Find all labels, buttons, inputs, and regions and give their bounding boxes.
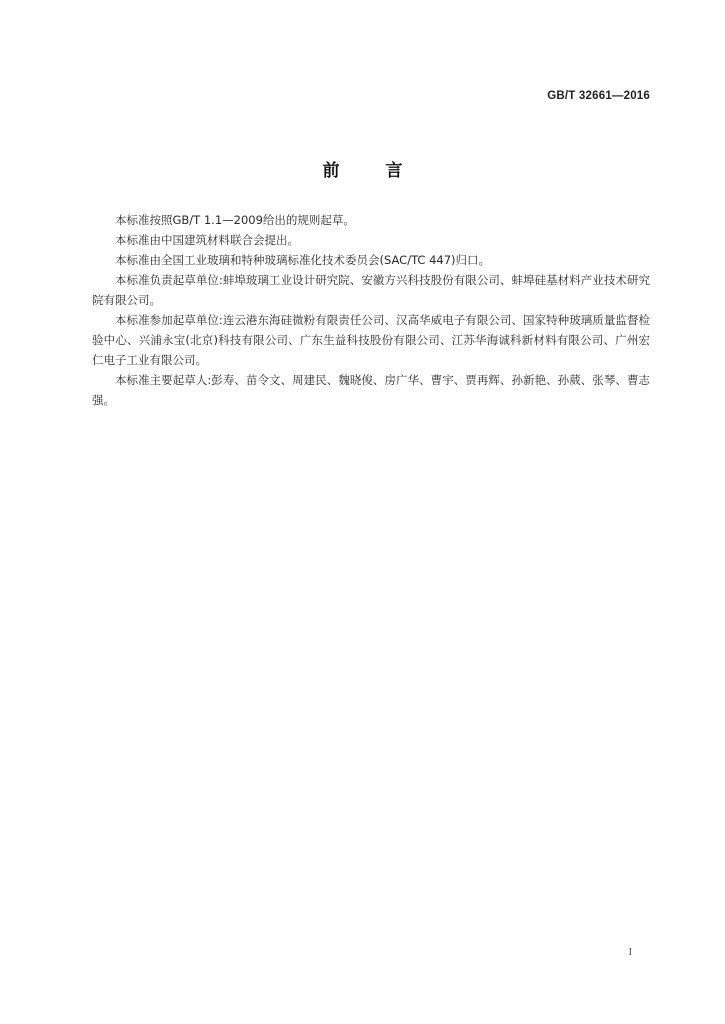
page-title: 前言	[322, 161, 449, 181]
page-number: I	[628, 947, 632, 958]
paragraph-main-authors: 本标准主要起草人:彭寿、苗令文、周建民、魏晓俊、房广华、曹宇、贾再辉、孙新艳、孙葳、张琴、曹志强。	[92, 373, 650, 407]
paragraph-proposer: 本标准由中国建筑材料联合会提出。	[115, 233, 299, 247]
standard-number: GB/T 32661—2016	[547, 90, 650, 102]
paragraph-drafting-rules: 本标准按照GB/T 1.1—2009给出的规则起草。	[115, 213, 355, 227]
foreword-body	[92, 210, 650, 410]
paragraph-lead-drafters: 本标准负责起草单位:蚌埠玻璃工业设计研究院、安徽方兴科技股份有限公司、蚌埠硅基材料产业技术研究院有限公司。	[92, 273, 650, 307]
paragraph-participating-drafters: 本标准参加起草单位:连云港东海硅微粉有限责任公司、汉高华威电子有限公司、国家特种玻璃质量监督检验中心、兴浦永宝(北京)科技有限公司、广东生益科技股份有限公司、江苏华海诚科新材料有限公司、广州宏仁电子工业有限公司。	[92, 313, 650, 367]
paragraph-administrator: 本标准由全国工业玻璃和特种玻璃标准化技术委员会(SAC/TC 447)归口。	[115, 253, 491, 267]
